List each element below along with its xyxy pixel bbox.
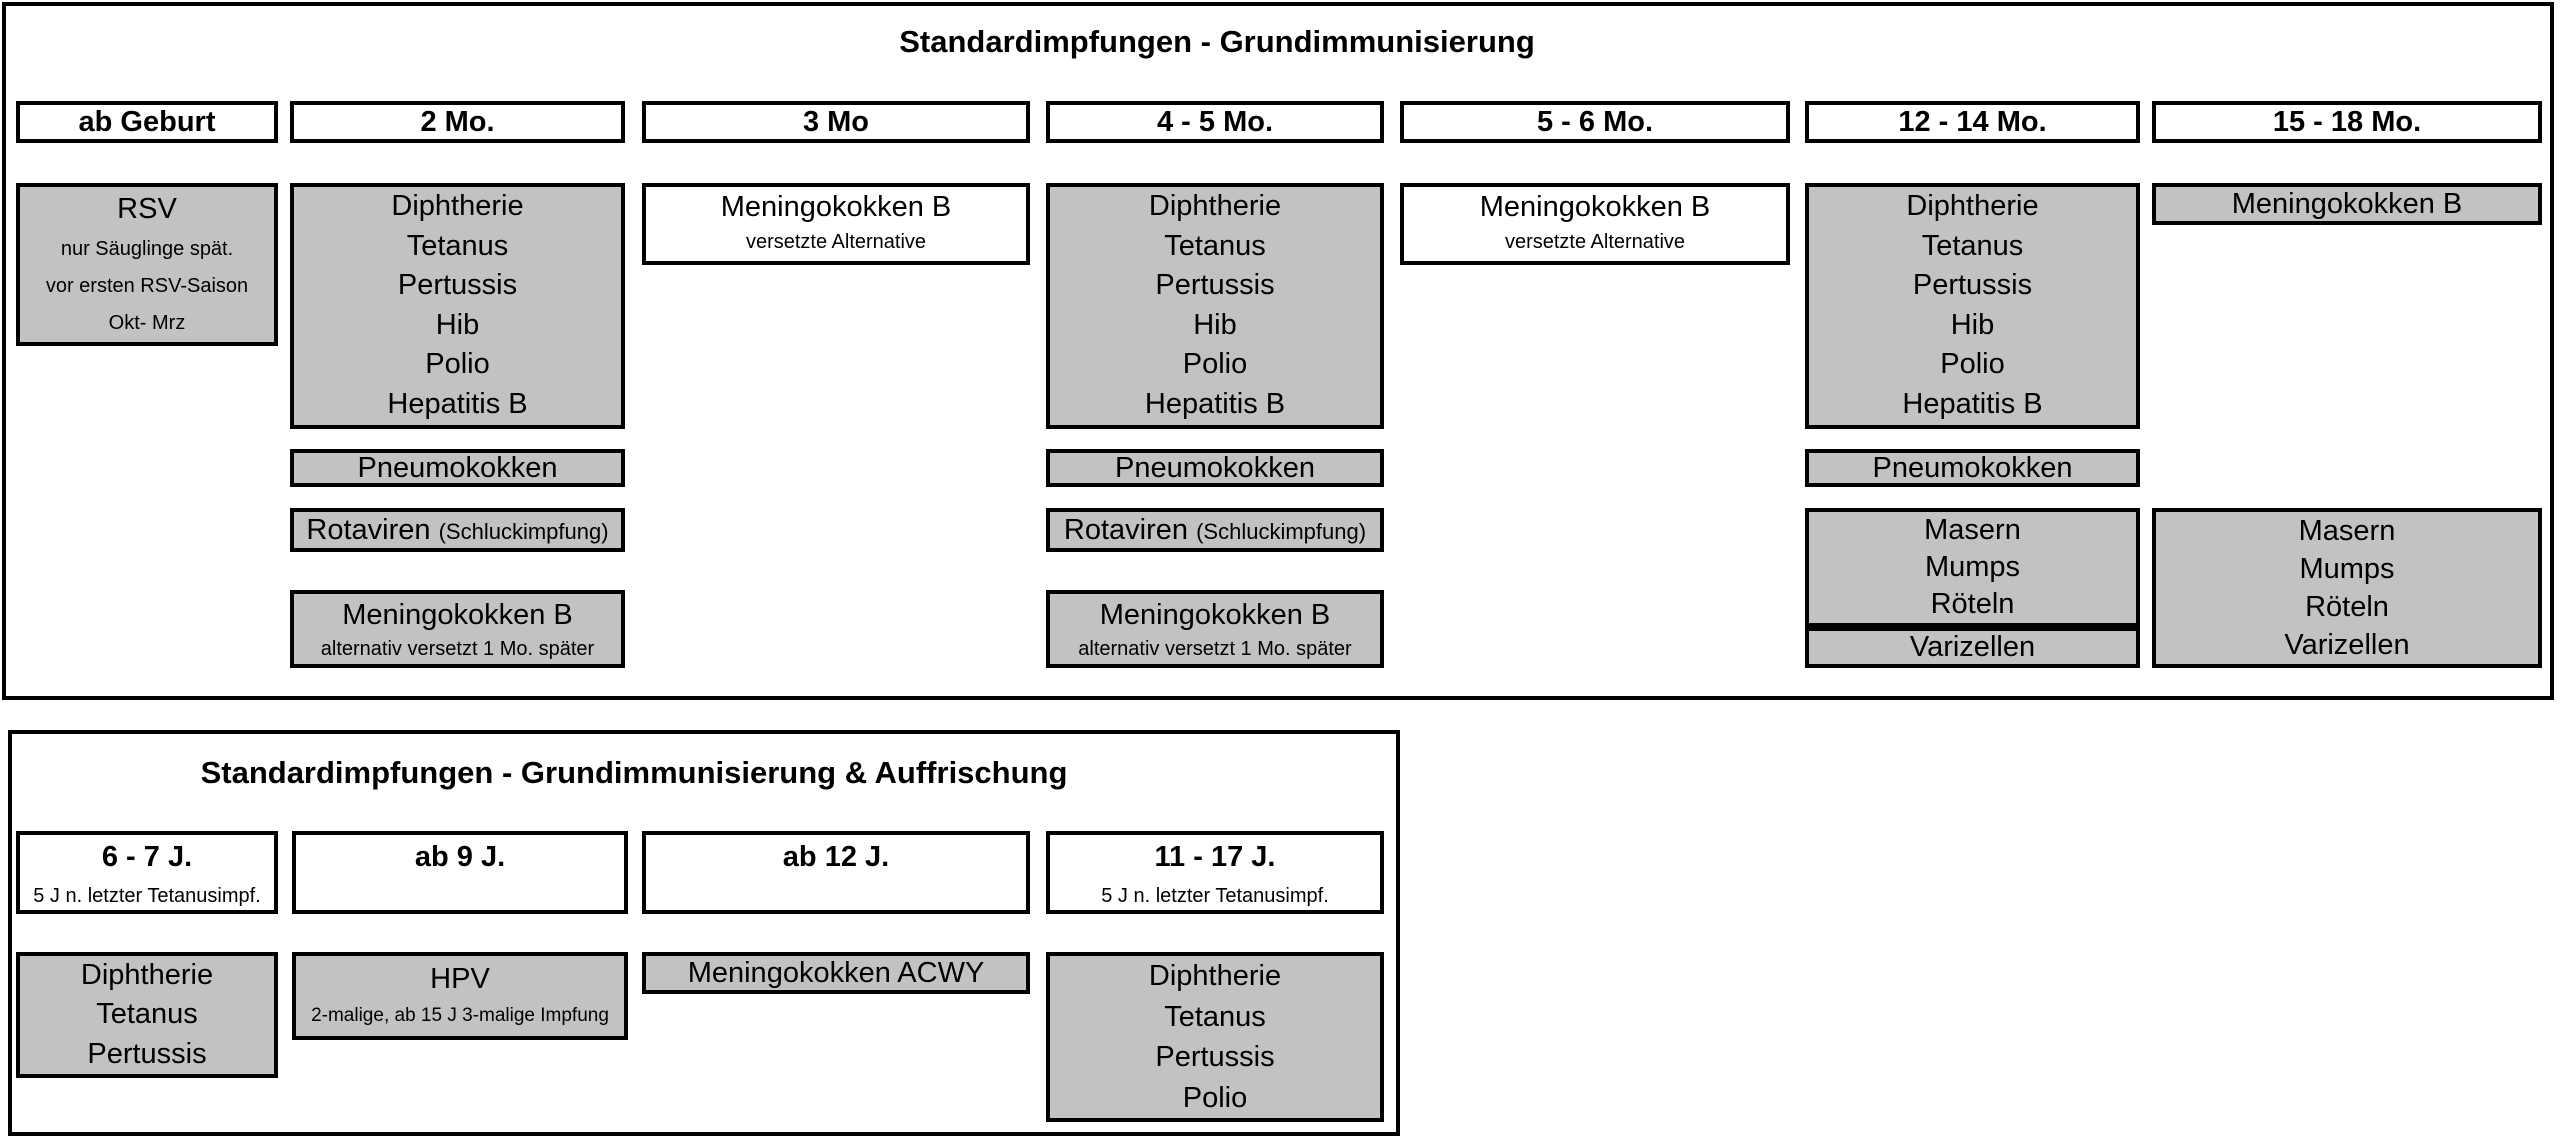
age-header-label: ab 12 J. [782,841,890,873]
vaccine-name: Pertussis [87,1037,207,1070]
age-header-11-17-j [1046,831,1384,914]
vaccine-note: (Schluckimpfung) [438,519,609,544]
age-header-note: 5 J n. letzter Tetanusimpf. [33,885,261,907]
vaccine-note: versetzte Alternative [1504,231,1686,253]
vaccine-box-dtp-6-7j [16,952,278,1078]
vaccine-name: Tetanus [1164,1000,1266,1033]
vaccine-name: Hib [1193,308,1237,341]
vaccine-name: Varizellen [2284,629,2410,661]
vaccine-box-rotaviren-2mo [290,508,625,552]
age-header-label: 2 Mo. [420,106,495,138]
age-header-label: 11 - 17 J. [1154,841,1276,873]
age-header-label: 15 - 18 Mo. [2272,106,2422,138]
age-header-ab-12-j [642,831,1030,914]
age-header-4-5-mo [1046,101,1384,143]
vaccine-name: Polio [1940,348,2005,381]
vaccine-name: Röteln [2305,591,2389,623]
vaccine-name: Rotaviren [1063,514,1189,546]
age-header-label: 5 - 6 Mo. [1536,106,1653,138]
vaccine-name: RSV [117,193,177,225]
vaccine-name: Meningokokken B [720,191,952,223]
age-header-2-mo [290,101,625,143]
vaccine-name: Diphtherie [1148,960,1282,992]
vaccine-name: Masern [1924,514,2021,546]
vaccine-name: Hepatitis B [1902,387,2043,420]
vaccine-name: Polio [1182,348,1248,381]
vaccine-name: Rotaviren [306,514,431,546]
vaccine-box-meningokokken-b-2mo [290,590,625,668]
vaccine-note: alternativ versetzt 1 Mo. später [320,638,595,660]
vaccine-name: Pertussis [1155,1041,1275,1073]
age-header-ab-geburt [16,101,278,143]
age-header-5-6-mo [1400,101,1790,143]
age-header-label: ab 9 J. [414,841,506,873]
primary-section-title: Standardimpfungen - Grundimmunisierung [899,24,1535,59]
vaccine-name: Mumps [2299,553,2395,585]
vaccine-name: Meningokokken B [1479,191,1711,223]
vaccine-name: Meningokokken B [2231,188,2463,220]
vaccine-note: 2-malige, ab 15 J 3-malige Impfung [311,1005,609,1026]
vaccine-box-meningokokken-b-5-6mo-alternative [1400,183,1790,265]
vaccine-name: Varizellen [1909,631,2036,663]
vaccine-box-meningokokken-b-3mo-alternative [642,183,1030,265]
age-header-label: ab Geburt [78,106,216,138]
age-header-3-mo [642,101,1030,143]
vaccine-box-mmrv-15-18mo [2152,508,2542,668]
vaccine-name: Hib [1950,308,1995,341]
vaccine-note: nur Säuglinge spät. [60,238,234,260]
vaccine-name: Pertussis [397,269,518,302]
vaccine-name: HPV [430,963,490,995]
vaccine-name: Pertussis [1912,269,2033,302]
age-header-label: 4 - 5 Mo. [1156,106,1273,138]
vaccine-name: Hepatitis B [1144,387,1286,420]
vaccine-name: Meningokokken B [1099,599,1331,631]
vaccine-name: Masern [2298,515,2396,547]
vaccine-name: Pneumokokken [1872,452,2073,484]
vaccine-box-varizellen-12-14mo [1805,627,2140,668]
vaccine-box-mmr-12-14mo [1805,508,2140,627]
vaccine-box-pneumokokken-12-14mo [1805,449,2140,487]
vaccine-name: Polio [425,348,490,381]
age-header-label: 3 Mo [802,106,870,138]
vaccine-box-hexavalent-2mo [290,183,625,429]
vaccine-name: Tetanus [96,998,198,1031]
vaccine-name: Hepatitis B [387,387,528,420]
vaccine-note: (Schluckimpfung) [1196,519,1367,544]
booster-section-title: Standardimpfungen - Grundimmunisierung & Auffrischung [200,755,1068,790]
vaccine-name: Tetanus [1164,229,1266,262]
age-header-note: 5 J n. letzter Tetanusimpf. [1101,885,1329,907]
vaccine-box-dtpp-11-17j [1046,952,1384,1122]
vaccine-name: Polio [1182,1081,1248,1114]
age-header-label: 6 - 7 J. [101,841,193,873]
vaccine-name: Pertussis [1155,269,1275,302]
vaccine-box-rsv [16,183,278,346]
vaccine-box-meningokokken-b-4-5mo [1046,590,1384,668]
vaccine-box-rotaviren-4-5mo [1046,508,1384,552]
vaccine-box-hexavalent-4-5mo [1046,183,1384,429]
vaccine-box-pneumokokken-4-5mo [1046,449,1384,487]
vaccine-name: Diphtherie [1906,190,2039,222]
vaccine-box-hpv-ab9j [292,952,628,1040]
vaccine-name: Pneumokokken [1115,452,1315,484]
vaccine-note: Okt- Mrz [108,312,186,334]
vaccine-name: Meningokokken B [342,599,573,631]
vaccine-name: Meningokokken ACWY [687,957,985,989]
age-header-label: 12 - 14 Mo. [1898,106,2047,138]
age-header-ab-9-j [292,831,628,914]
vaccine-name: Diphtherie [391,190,524,222]
vaccine-box-pneumokokken-2mo [290,449,625,487]
vaccine-name: Röteln [1930,588,2015,620]
age-header-15-18-mo [2152,101,2542,143]
vaccine-note: vor ersten RSV-Saison [45,275,249,297]
vaccine-box-hexavalent-12-14mo [1805,183,2140,429]
vaccine-note: versetzte Alternative [745,231,927,253]
vaccine-name: Tetanus [1921,229,2024,262]
vaccine-note: alternativ versetzt 1 Mo. später [1078,638,1352,660]
vaccine-name: Diphtherie [80,959,214,991]
age-header-12-14-mo [1805,101,2140,143]
vaccine-name: Pneumokokken [357,452,558,484]
age-header-6-7-j [16,831,278,914]
vaccine-name: Tetanus [406,229,509,262]
vaccine-name: Hib [435,308,480,341]
vaccine-name: Mumps [1924,551,2021,583]
vaccine-box-meningokokken-acwy-ab12j [642,952,1030,994]
vaccine-box-meningokokken-b-15-18mo [2152,183,2542,225]
vaccine-name: Diphtherie [1148,190,1282,222]
